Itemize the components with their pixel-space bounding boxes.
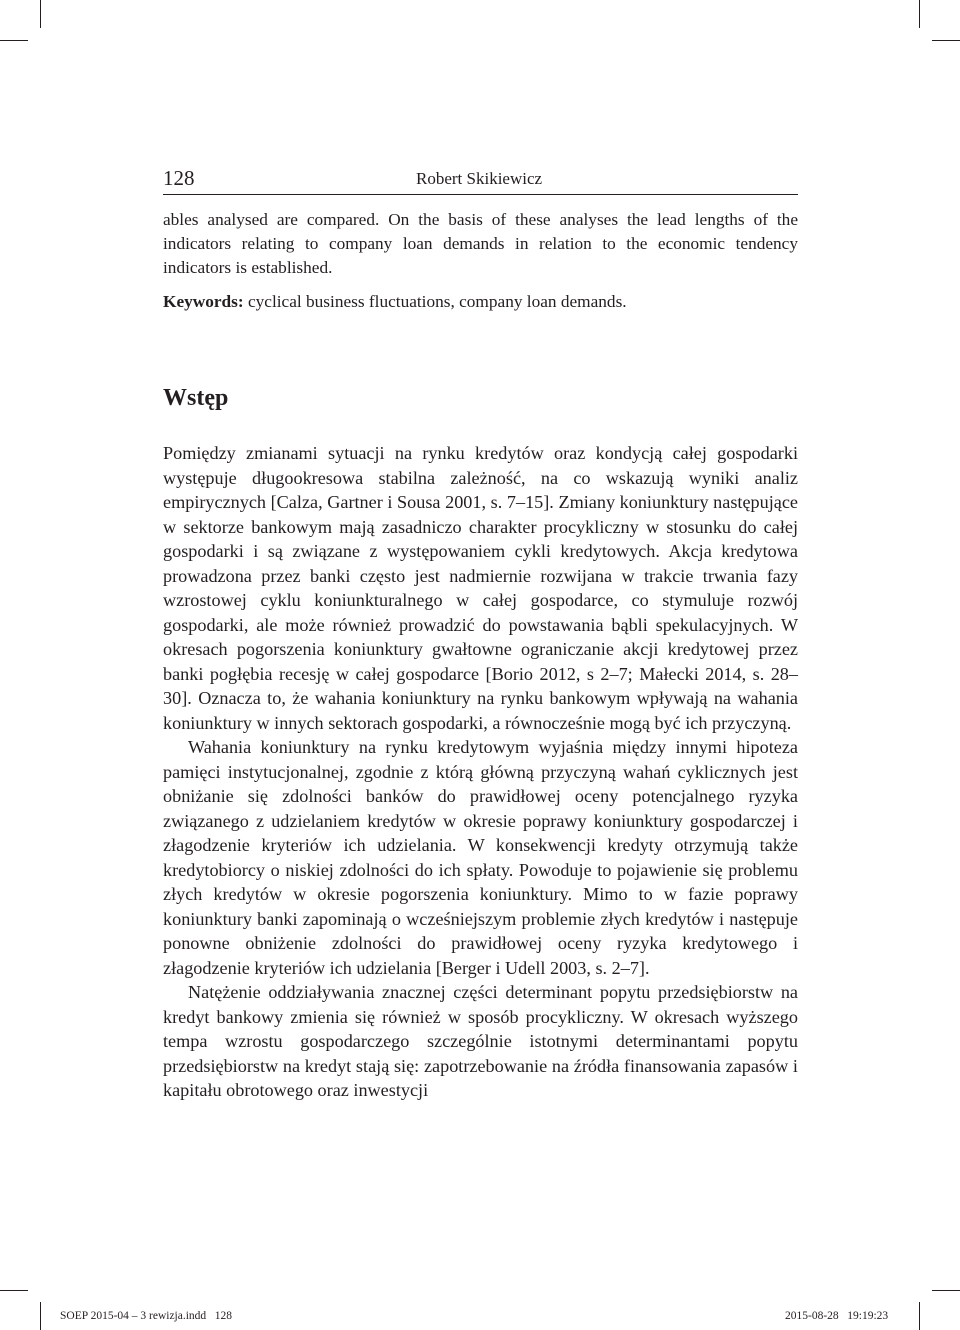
slug-filename: SOEP 2015-04 – 3 rewizja.indd 128 (60, 1310, 233, 1322)
running-header (163, 164, 798, 195)
keywords-text: cyclical business fluctuations, company loan demands. (243, 292, 627, 311)
crop-mark (919, 0, 920, 28)
print-slug (0, 1306, 960, 1326)
section-body (163, 441, 798, 1103)
keywords (163, 290, 798, 314)
crop-mark (40, 0, 41, 28)
running-head-author: Robert Skikiewicz (416, 169, 543, 188)
crop-mark (932, 1290, 960, 1291)
slug-datetime: 2015-08-28 19:19:23 (785, 1310, 889, 1322)
abstract-text: ables analysed are compared. On the basis of these analyses the lead lengths of the indicators relating to company loan demands in relation to the economic tendency indicators is established. (163, 210, 798, 277)
crop-mark (0, 1290, 28, 1291)
keywords-label: Keywords: (163, 292, 244, 311)
crop-mark (932, 40, 960, 41)
paragraph: Wahania koniunktury na rynku kredytowym wyjaśnia między innymi hipoteza pamięci instytucjonalnej, zgodnie z którą główną przyczyną wahań cyklicznych jest obniżanie się zdolności banków do prawidłowej oceny potencjalnego ryzyka związanego z udzielaniem kredytów w okresie poprawy koniunktury gospodarczej i złagodzenie kryteriów ich udzielania. W konsekwencji kredyty otrzymują także kredytobiorcy o niskiej zdolności do ich spłaty. Powoduje to pojawienie się problemu złych kredytów w okresie pogorszenia koniunktury. Mimo to w fazie poprawy koniunktury banki zapominają o wcześniejszym problemie złych kredytów i następuje ponowne obniżenie zdolności do prawidłowej oceny ryzyka kredytowego i złagodzenie kryteriów ich udzielania [Berger i Udell 2003, s. 2–7]. (163, 737, 798, 978)
crop-mark (0, 40, 28, 41)
paragraph: Pomiędzy zmianami sytuacji na rynku kredytów oraz kondycją całej gospodarki występuje długookresowa stabilna zależność, na co wskazują wyniki analiz empirycznych [Calza, Gartner i Sousa 2001, s. 7–15]. Zmiany koniunktury następujące w sektorze bankowym mają zasadniczo charakter procykliczny w stosunku do całej gospodarki i są związane z występowaniem cykli kredytowych. Akcja kredytowa prowadzona przez banki często jest nadmiernie rozwijana w trakcie trwania fazy wzrostowej cyklu koniunkturalnego w całej gospodarce, co stymuluje rozwój gospodarki, ale może również prowadzić do powstawania bąbli spekulacyjnych. W okresach pogorszenia koniunktury gwałtowne ograniczanie akcji kredytowej przez banki pogłębia recesję w całej gospodarce [Borio 2012, s 2–7; Małecki 2014, s. 28–30]. Oznacza to, że wahania koniunktury na rynku bankowym wpływają na wahania koniunktury w innych sektorach gospodarki, a równocześnie mogą być ich przyczyną. (163, 443, 798, 733)
page-number: 128 (163, 166, 195, 190)
paragraph: Natężenie oddziaływania znacznej części determinant popytu przedsiębiorstw na kredyt bankowy zmienia się również w sposób procykliczny. W okresach wyższego tempa wzrostu gospodarczego szczególnie istotnymi determinantami popytu przedsiębiorstw na kredyt stają się: zapotrzebowanie na źródła finansowania zapasów i kapitału obrotowego oraz inwestycji (163, 982, 798, 1100)
section-title: Wstęp (163, 385, 229, 411)
